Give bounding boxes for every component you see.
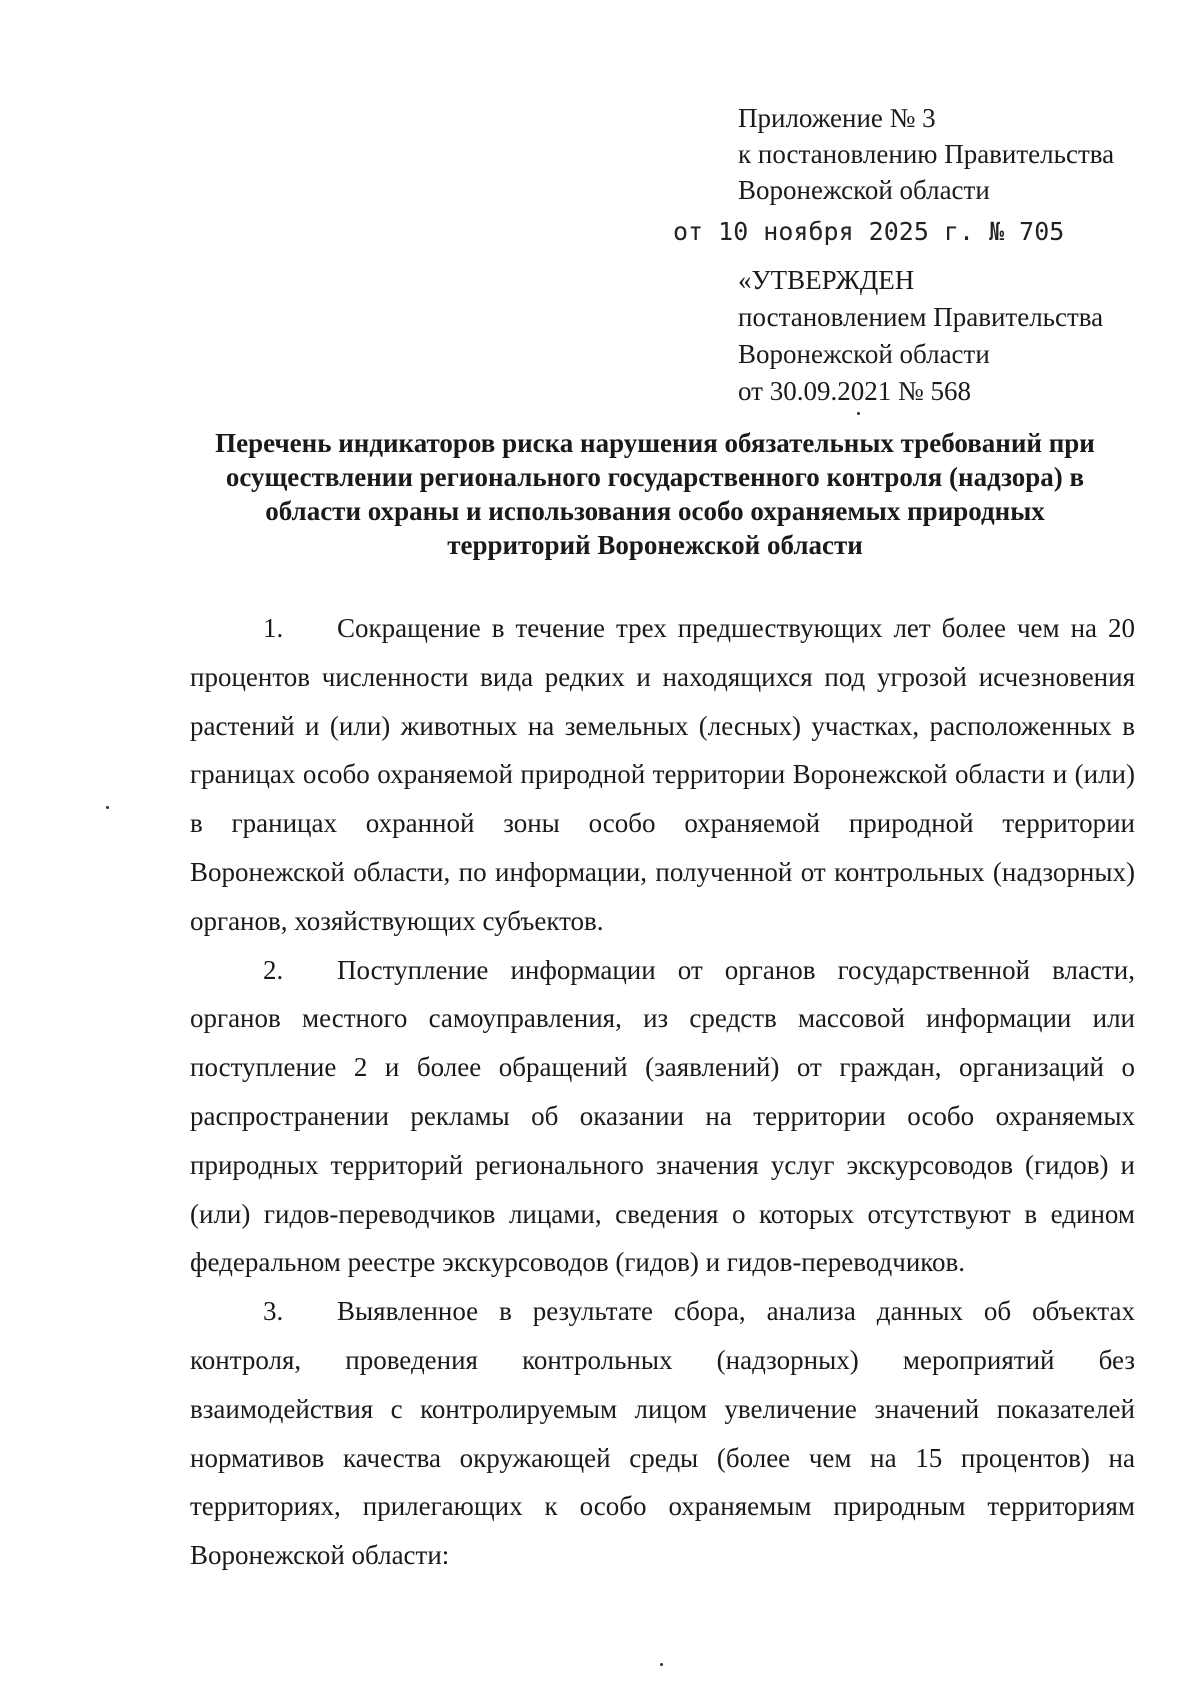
item-number: 3. [263,1296,284,1327]
item-text: Поступление информации от органов государственной власти, органов местного самоуправления, из средств массовой информации или поступление 2 и более обращений (заявлений) от граждан, организаций о распространении рекламы об оказании на территории особо охраняемых природных территорий регионального значения услуг экскурсоводов (гидов) и (или) гидов-переводчиков лицами, сведения о которых отсутствуют в едином федеральном реестре экскурсоводов (гидов) и гидов-переводчиков. [190,954,1135,1278]
title-line: осуществлении регионального государственного контроля (надзора) в [225,462,1085,492]
approval-line: Воронежской области [738,339,990,369]
approval-line: постановлением Правительства [738,302,1104,332]
approval-line: от 30.09.2021 № 568 [738,376,971,406]
appendix-header [738,100,1114,208]
registration-stamp: от 10 ноября 2025 г. № 705 [673,217,1065,246]
list-item [190,604,1135,946]
item-number: 2. [263,954,284,985]
title-line: Перечень индикаторов риска нарушения обязательных требований при [215,428,1095,458]
appendix-line: Воронежской области [738,175,990,205]
scan-speck [857,412,860,415]
list-item [190,946,1135,1288]
approval-line: «УТВЕРЖДЕН [738,265,915,295]
item-text: Выявленное в результате сбора, анализа данных об объектах контроля, проведения контрольных (надзорных) мероприятий без взаимодействия с контролируемым лицом увеличение значений показателей нормативов качества окружающей среды (более чем на 15 процентов) на территориях, прилегающих к особо охраняемым природным территориям Воронежской области: [190,1296,1135,1571]
item-number: 1. [263,613,284,643]
approval-block [738,262,1103,410]
list-item [190,1287,1135,1580]
scan-speck [106,806,109,809]
document-body [190,604,1135,1580]
appendix-line: Приложение № 3 [738,103,936,133]
appendix-line: к постановлению Правительства [738,139,1115,169]
scan-speck [660,1663,663,1666]
document-title [160,426,1150,562]
title-line: области охраны и использования особо охраняемых природных [265,496,1045,526]
item-text: Сокращение в течение трех предшествующих лет более чем на 20 процентов численности вида редких и находящихся под угрозой исчезновения растений и (или) животных на земельных (лесных) участках, расположенных в границах особо охраняемой природной территории Воронежской области и (или) в границах охранной зоны особо охраняемой природной территории Воронежской области, по информации, полученной от контрольных (надзорных) органов, хозяйствующих субъектов. [190,613,1135,936]
title-line: территорий Воронежской области [447,530,863,560]
